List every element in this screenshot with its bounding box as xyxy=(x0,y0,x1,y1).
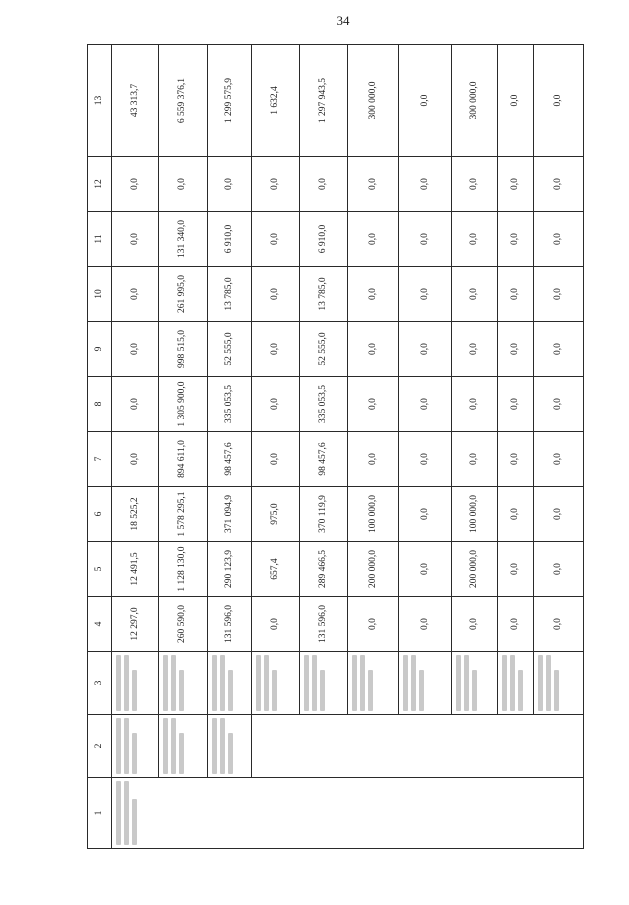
amount-cell: 0,0 xyxy=(452,322,498,377)
rotated-table-sheet xyxy=(87,45,584,849)
amount-cell: 0,0 xyxy=(399,322,452,377)
amount-cell: 0,0 xyxy=(399,542,452,597)
amount-cell: 1 297 943,5 xyxy=(300,45,348,157)
amount-cell: 0,0 xyxy=(347,377,399,432)
amount-cell: 0,0 xyxy=(452,432,498,487)
table-row xyxy=(111,45,158,849)
unreadable-text-placeholder xyxy=(116,655,121,711)
amount-cell: 0,0 xyxy=(452,597,498,652)
unreadable-text-placeholder xyxy=(472,670,477,711)
amount-cell: 371 094,9 xyxy=(207,487,251,542)
unreadable-text-placeholder xyxy=(179,733,184,774)
amount-cell: 0,0 xyxy=(347,157,399,212)
amount-cell: 100 000,0 xyxy=(452,487,498,542)
header-cell: 2 xyxy=(88,715,112,778)
unreadable-text-placeholder xyxy=(179,670,184,711)
unreadable-text-placeholder xyxy=(163,718,168,774)
amount-cell: 657,4 xyxy=(252,542,300,597)
header-cell: 5 xyxy=(88,542,112,597)
amount-cell: 0,0 xyxy=(207,157,251,212)
amount-cell: 52 555,0 xyxy=(300,322,348,377)
unreadable-text-placeholder xyxy=(212,718,217,774)
unreadable-text-placeholder xyxy=(304,655,309,711)
amount-cell: 1 299 575,9 xyxy=(207,45,251,157)
amount-cell: 0,0 xyxy=(533,267,583,322)
funding-source-cell xyxy=(497,652,533,715)
unreadable-text-placeholder xyxy=(538,655,543,711)
object-name-cell xyxy=(111,778,583,849)
unreadable-text-placeholder xyxy=(368,670,373,711)
unreadable-text-placeholder xyxy=(464,655,469,711)
amount-cell: 1 578 295,1 xyxy=(158,487,207,542)
amount-cell: 261 995,0 xyxy=(158,267,207,322)
amount-cell: 98 457,6 xyxy=(207,432,251,487)
header-cell: 3 xyxy=(88,652,112,715)
unreadable-text-placeholder xyxy=(116,781,121,845)
unreadable-text-placeholder xyxy=(116,718,121,774)
amount-cell: 290 123,9 xyxy=(207,542,251,597)
header-cell: 1 xyxy=(88,778,112,849)
amount-cell: 0,0 xyxy=(533,542,583,597)
amount-cell: 0,0 xyxy=(252,432,300,487)
funding-source-cell xyxy=(347,652,399,715)
amount-cell: 0,0 xyxy=(252,597,300,652)
executor-cell xyxy=(111,715,158,778)
unreadable-text-placeholder xyxy=(256,655,261,711)
amount-cell: 131 596,0 xyxy=(207,597,251,652)
amount-cell: 0,0 xyxy=(533,45,583,157)
amount-cell: 0,0 xyxy=(497,597,533,652)
unreadable-text-placeholder xyxy=(352,655,357,711)
unreadable-text-placeholder xyxy=(171,718,176,774)
header-cell: 10 xyxy=(88,267,112,322)
amount-cell: 0,0 xyxy=(111,212,158,267)
amount-cell: 12 491,5 xyxy=(111,542,158,597)
amount-cell: 0,0 xyxy=(533,432,583,487)
amount-cell: 0,0 xyxy=(452,267,498,322)
amount-cell: 894 611,0 xyxy=(158,432,207,487)
amount-cell: 0,0 xyxy=(111,432,158,487)
unreadable-text-placeholder xyxy=(320,670,325,711)
table-row xyxy=(207,45,251,849)
amount-cell: 0,0 xyxy=(533,377,583,432)
amount-cell: 98 457,6 xyxy=(300,432,348,487)
amount-cell: 100 000,0 xyxy=(347,487,399,542)
amount-cell: 289 466,5 xyxy=(300,542,348,597)
amount-cell: 0,0 xyxy=(497,487,533,542)
amount-cell: 370 119,9 xyxy=(300,487,348,542)
amount-cell: 6 910,0 xyxy=(300,212,348,267)
unreadable-text-placeholder xyxy=(419,670,424,711)
amount-cell: 200 000,0 xyxy=(347,542,399,597)
header-cell: 13 xyxy=(88,45,112,157)
executor-cell xyxy=(252,715,584,778)
unreadable-text-placeholder xyxy=(124,718,129,774)
header-cell: 8 xyxy=(88,377,112,432)
header-cell: 9 xyxy=(88,322,112,377)
amount-cell: 0,0 xyxy=(497,322,533,377)
amount-cell: 335 053,5 xyxy=(300,377,348,432)
amount-cell: 13 785,0 xyxy=(300,267,348,322)
unreadable-text-placeholder xyxy=(264,655,269,711)
funding-source-cell xyxy=(452,652,498,715)
amount-cell: 0,0 xyxy=(347,267,399,322)
amount-cell: 0,0 xyxy=(347,212,399,267)
amount-cell: 0,0 xyxy=(399,267,452,322)
funding-source-cell xyxy=(300,652,348,715)
amount-cell: 0,0 xyxy=(300,157,348,212)
amount-cell: 0,0 xyxy=(111,377,158,432)
unreadable-text-placeholder xyxy=(502,655,507,711)
amount-cell: 0,0 xyxy=(252,212,300,267)
amount-cell: 43 313,7 xyxy=(111,45,158,157)
funding-source-cell xyxy=(111,652,158,715)
amount-cell: 0,0 xyxy=(252,267,300,322)
amount-cell: 0,0 xyxy=(452,212,498,267)
header-cell: 7 xyxy=(88,432,112,487)
amount-cell: 0,0 xyxy=(497,267,533,322)
unreadable-text-placeholder xyxy=(510,655,515,711)
funding-source-cell xyxy=(399,652,452,715)
amount-cell: 0,0 xyxy=(399,432,452,487)
header-cell: 6 xyxy=(88,487,112,542)
executor-cell xyxy=(158,715,207,778)
amount-cell: 975,0 xyxy=(252,487,300,542)
unreadable-text-placeholder xyxy=(403,655,408,711)
amount-cell: 0,0 xyxy=(497,377,533,432)
amount-cell: 200 000,0 xyxy=(452,542,498,597)
amount-cell: 0,0 xyxy=(399,45,452,157)
table-row xyxy=(252,45,300,849)
funding-source-cell xyxy=(158,652,207,715)
unreadable-text-placeholder xyxy=(124,781,129,845)
amount-cell: 0,0 xyxy=(347,322,399,377)
unreadable-text-placeholder xyxy=(518,670,523,711)
header-row xyxy=(88,45,112,849)
executor-cell xyxy=(207,715,251,778)
amount-cell: 0,0 xyxy=(497,542,533,597)
unreadable-text-placeholder xyxy=(360,655,365,711)
header-cell: 12 xyxy=(88,157,112,212)
unreadable-text-placeholder xyxy=(272,670,277,711)
funding-source-cell xyxy=(533,652,583,715)
amount-cell: 0,0 xyxy=(452,377,498,432)
amount-cell: 300 000,0 xyxy=(347,45,399,157)
amount-cell: 52 555,0 xyxy=(207,322,251,377)
unreadable-text-placeholder xyxy=(228,670,233,711)
amount-cell: 0,0 xyxy=(399,597,452,652)
amount-cell: 1 128 130,0 xyxy=(158,542,207,597)
unreadable-text-placeholder xyxy=(411,655,416,711)
unreadable-text-placeholder xyxy=(456,655,461,711)
amount-cell: 0,0 xyxy=(399,487,452,542)
amount-cell: 0,0 xyxy=(533,157,583,212)
table-row xyxy=(158,45,207,849)
amount-cell: 0,0 xyxy=(158,157,207,212)
amount-cell: 1 632,4 xyxy=(252,45,300,157)
unreadable-text-placeholder xyxy=(220,655,225,711)
amount-cell: 335 053,5 xyxy=(207,377,251,432)
amount-cell: 131 340,0 xyxy=(158,212,207,267)
amount-cell: 0,0 xyxy=(497,432,533,487)
amount-cell: 0,0 xyxy=(399,157,452,212)
unreadable-text-placeholder xyxy=(312,655,317,711)
amount-cell: 0,0 xyxy=(347,597,399,652)
amount-cell: 0,0 xyxy=(252,157,300,212)
amount-cell: 0,0 xyxy=(111,322,158,377)
amount-cell: 0,0 xyxy=(533,597,583,652)
page-number: 34 xyxy=(336,13,350,28)
unreadable-text-placeholder xyxy=(163,655,168,711)
budget-table xyxy=(87,44,584,849)
unreadable-text-placeholder xyxy=(212,655,217,711)
unreadable-text-placeholder xyxy=(228,733,233,774)
amount-cell: 6 559 376,1 xyxy=(158,45,207,157)
amount-cell: 0,0 xyxy=(252,377,300,432)
amount-cell: 0,0 xyxy=(533,322,583,377)
unreadable-text-placeholder xyxy=(132,799,137,845)
unreadable-text-placeholder xyxy=(220,718,225,774)
amount-cell: 12 297,0 xyxy=(111,597,158,652)
amount-cell: 0,0 xyxy=(399,377,452,432)
unreadable-text-placeholder xyxy=(132,670,137,711)
amount-cell: 0,0 xyxy=(533,487,583,542)
amount-cell: 0,0 xyxy=(252,322,300,377)
amount-cell: 0,0 xyxy=(497,157,533,212)
amount-cell: 0,0 xyxy=(111,267,158,322)
amount-cell: 0,0 xyxy=(452,157,498,212)
amount-cell: 18 525,2 xyxy=(111,487,158,542)
amount-cell: 6 910,0 xyxy=(207,212,251,267)
unreadable-text-placeholder xyxy=(546,655,551,711)
amount-cell: 1 305 900,0 xyxy=(158,377,207,432)
amount-cell: 260 590,0 xyxy=(158,597,207,652)
amount-cell: 0,0 xyxy=(347,432,399,487)
unreadable-text-placeholder xyxy=(132,733,137,774)
amount-cell: 998 515,0 xyxy=(158,322,207,377)
unreadable-text-placeholder xyxy=(124,655,129,711)
amount-cell: 0,0 xyxy=(533,212,583,267)
header-cell: 4 xyxy=(88,597,112,652)
funding-source-cell xyxy=(207,652,251,715)
amount-cell: 0,0 xyxy=(497,45,533,157)
funding-source-cell xyxy=(252,652,300,715)
header-cell: 11 xyxy=(88,212,112,267)
amount-cell: 300 000,0 xyxy=(452,45,498,157)
amount-cell: 0,0 xyxy=(497,212,533,267)
amount-cell: 131 596,0 xyxy=(300,597,348,652)
amount-cell: 0,0 xyxy=(399,212,452,267)
amount-cell: 0,0 xyxy=(111,157,158,212)
amount-cell: 13 785,0 xyxy=(207,267,251,322)
unreadable-text-placeholder xyxy=(171,655,176,711)
unreadable-text-placeholder xyxy=(554,670,559,711)
